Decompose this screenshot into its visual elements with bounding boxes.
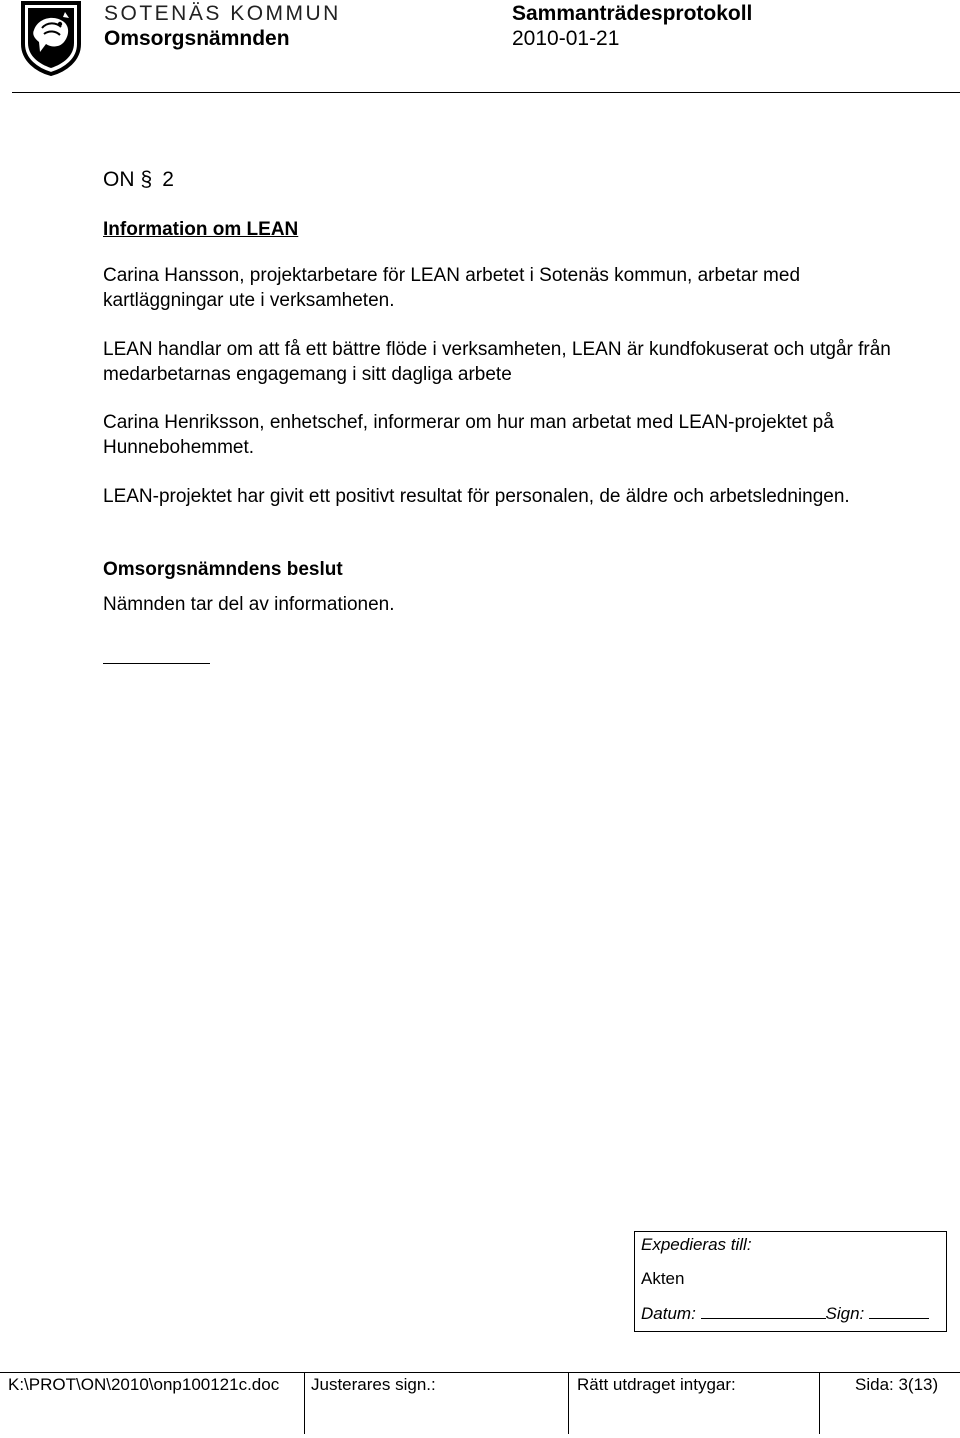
expedition-recipient: Akten: [641, 1269, 685, 1288]
footer-separator: [568, 1372, 569, 1434]
item-title: Information om LEAN: [103, 219, 299, 240]
sign-blank: [869, 1304, 929, 1319]
expedition-label: Expedieras till:: [641, 1235, 752, 1254]
footer-certified: Rätt utdraget intygar:: [577, 1375, 736, 1394]
paragraph-4: LEAN-projektet har givit ett positivt resultat för personalen, de äldre och arbetsledningen.: [103, 486, 850, 507]
section-prefix: ON: [103, 168, 135, 191]
paragraph-1: Carina Hansson, projektarbetare för LEAN arbetet i Sotenäs kommun, arbetar med kartläggningar ute i verksamheten.: [103, 265, 801, 311]
paragraph-3: Carina Henriksson, enhetschef, informerar om hur man arbetat med LEAN-projektet på Hunnebohemmet.: [103, 412, 834, 458]
document-type: Sammanträdesprotokoll: [512, 2, 753, 25]
sign-label: Sign:: [825, 1304, 865, 1323]
date-label: Datum:: [641, 1304, 696, 1323]
header-divider: [12, 92, 960, 93]
footer-page-number: Sida: 3(13): [855, 1375, 939, 1394]
footer-file-path: K:\PROT\ON\2010\onp100121c.doc: [8, 1375, 280, 1394]
section-value: 2: [162, 168, 174, 191]
footer-adjusters-sign: Justerares sign.:: [311, 1375, 436, 1394]
decision-text: Nämnden tar del av informationen.: [103, 594, 395, 615]
date-blank: [701, 1304, 826, 1319]
footer-divider: [0, 1372, 960, 1373]
sotenas-coat-of-arms-icon: [20, 0, 82, 76]
section-number: [103, 168, 174, 192]
meeting-date: 2010-01-21: [512, 27, 620, 50]
decision-heading: Omsorgsnämndens beslut: [103, 559, 343, 580]
paragraph-2: LEAN handlar om att få ett bättre flöde i verksamheten, LEAN är kundfokuserat och utgår från medarbetarnas engagemang i sitt dagliga arbete: [103, 339, 891, 385]
footer-separator: [304, 1372, 305, 1434]
footer-separator: [819, 1372, 820, 1434]
expedition-date-sign-line: [641, 1304, 929, 1324]
section-end-divider: [103, 663, 210, 664]
organization-name: SOTENÄS KOMMUN: [104, 2, 341, 25]
section-symbol: §: [140, 168, 153, 191]
committee-name: Omsorgsnämnden: [104, 27, 290, 50]
